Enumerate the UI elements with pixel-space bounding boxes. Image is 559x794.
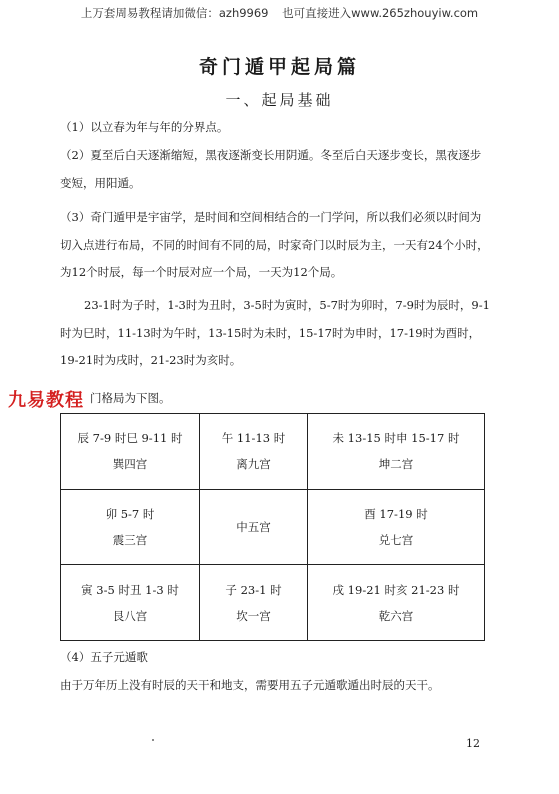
- paragraph-5: 由于万年历上没有时辰的天干和地支，需要用五子元遁歌遁出时辰的天干。: [60, 678, 440, 692]
- cell-palace: 坎一宫: [236, 608, 271, 623]
- paragraph-hours: 23-1时为子时，1-3时为丑时，3-5时为寅时，5-7时为卯时，7-9时为辰时，9-1时为巳时，11-13时为午时，13-15时为未时，15-17时为申时，17-19时为酉时，19-21时为戌时，21-23时为亥时。: [60, 298, 490, 367]
- grid-cell-dui: [308, 489, 485, 565]
- grid-cell-qian: [308, 565, 485, 641]
- paragraph-3: （3）奇门遁甲是宇宙学，是时间和空间相结合的一门学问，所以我们必须以时间为切入点进行布局，不同的时间有不同的局，时家奇门以时辰为主，一天有24个小时，为12个时辰，每一个时辰对应一个局，一天为12个局。: [60, 210, 489, 279]
- grid-cell-li: [200, 414, 308, 490]
- cell-palace: 艮八宫: [112, 608, 148, 623]
- watermark-site-text: 也可直接进入www.265zhouyiw.com: [282, 6, 479, 20]
- cell-time: 戌 19-21 时亥 21-23 时: [332, 582, 460, 597]
- cell-palace: 巽四宫: [112, 457, 148, 472]
- cell-time: 卯 5-7 时: [105, 506, 155, 521]
- table-caption-text: 门格局为下图。: [90, 391, 171, 405]
- stamp-logo: 九易教程: [8, 386, 84, 412]
- cell-time: 午 11-13 时: [221, 431, 286, 446]
- cell-palace: 坤二宫: [378, 457, 414, 472]
- cell-time: 子 23-1 时: [225, 582, 282, 597]
- cell-time: 未 13-15 时申 15-17 时: [332, 431, 460, 446]
- cell-palace: 乾六宫: [378, 608, 414, 623]
- cell-palace: 中五宫: [236, 519, 271, 534]
- watermark-header: [0, 5, 559, 21]
- grid-cell-kun: [308, 414, 485, 490]
- cell-palace: 震三宫: [112, 532, 148, 547]
- page-title: 奇门遁甲起局篇: [198, 56, 360, 78]
- page-number: 12: [466, 737, 480, 750]
- scan-speck: [152, 739, 154, 741]
- paragraph-4-heading: （4）五子元遁歌: [60, 650, 148, 664]
- paragraph-1: （1）以立春为年与年的分界点。: [60, 120, 229, 134]
- cell-time: 寅 3-5 时丑 1-3 时: [81, 582, 179, 597]
- grid-cell-xun: [61, 414, 200, 490]
- cell-time: 辰 7-9 时巳 9-11 时: [77, 431, 183, 446]
- grid-cell-center: [200, 489, 308, 565]
- grid-cell-kan: [200, 565, 308, 641]
- palace-grid: [60, 413, 485, 641]
- cell-palace: 离九宫: [236, 457, 271, 472]
- paragraph-2: （2）夏至后白天逐渐缩短，黑夜逐渐变长用阴遁。冬至后白天逐步变长，黑夜逐步变短，用阳遁。: [60, 148, 482, 190]
- grid-cell-zhen: [61, 489, 200, 565]
- grid-cell-gen: [61, 565, 200, 641]
- cell-time: 酉 17-19 时: [364, 506, 428, 521]
- section-heading: 一、起局基础: [225, 91, 334, 109]
- cell-palace: 兑七宫: [378, 532, 414, 547]
- watermark-wechat-text: 上万套周易教程请加微信：azh9969: [80, 6, 269, 20]
